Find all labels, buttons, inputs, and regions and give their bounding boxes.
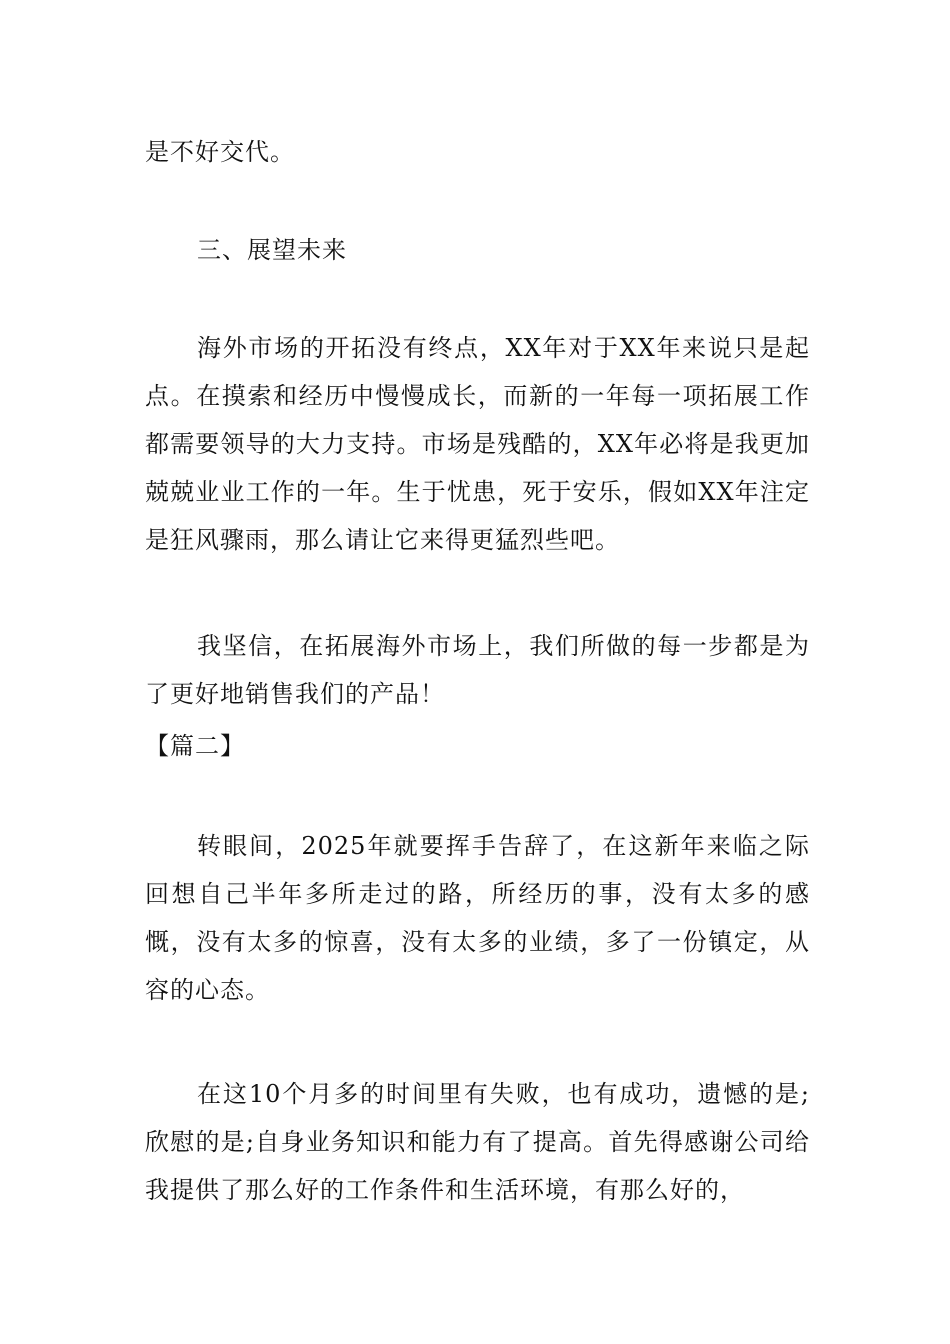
section-heading-outlook: 三、展望未来 [197, 236, 347, 264]
paragraph-year-end-reflection: 转眼间，2025年就要挥手告辞了，在这新年来临之际回想自己半年多所走过的路，所经历的事，没有太多的感慨，没有太多的惊喜，没有太多的业绩，多了一份镇定，从容的心态。 [145, 832, 810, 1004]
paragraph-belief: 我坚信，在拓展海外市场上，我们所做的每一步都是为了更好地销售我们的产品！ [145, 632, 810, 708]
paragraph-closing-line: 是不好交代。 [145, 138, 295, 166]
section-heading-part-two: 【篇二】 [145, 732, 245, 760]
paragraph-ten-months: 在这10个月多的时间里有失败，也有成功，遗憾的是;欣慰的是;自身业务知识和能力有了提高。首先得感谢公司给我提供了那么好的工作条件和生活环境，有那么好的， [145, 1080, 810, 1204]
paragraph-overseas-market: 海外市场的开拓没有终点，XX年对于XX年来说只是起点。在摸索和经历中慢慢成长，而新的一年每一项拓展工作都需要领导的大力支持。市场是残酷的，XX年必将是我更加兢兢业业工作的一年。生于忧患，死于安乐，假如XX年注定是狂风骤雨，那么请让它来得更猛烈些吧。 [145, 334, 810, 554]
